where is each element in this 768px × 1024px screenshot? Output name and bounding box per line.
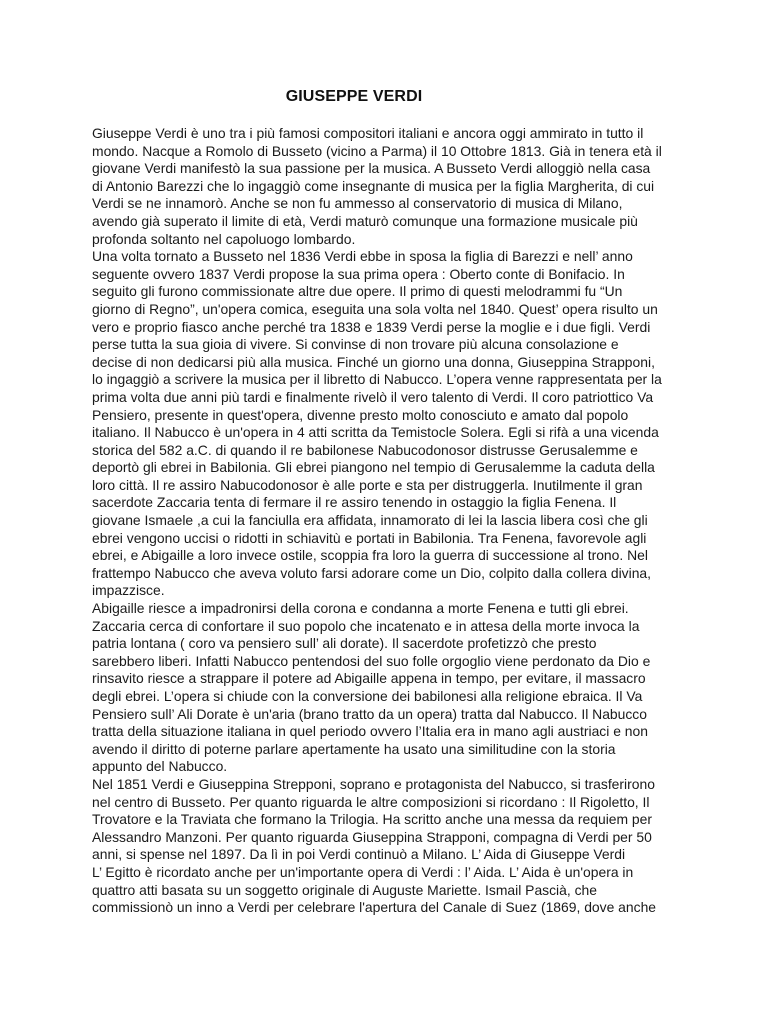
- text-line: profonda soltanto nel capoluogo lombardo.: [92, 230, 356, 247]
- text-line: anni, si spense nel 1897. Da lì in poi Verdi continuò a Milano. L’ Aida di Giuseppe Verdi: [92, 846, 626, 863]
- text-line: Zaccaria cerca di confortare il suo popolo che incatenato e in attesa della morte invoca la: [92, 617, 640, 634]
- text-line: Abigaille riesce a impadronirsi della corona e condanna a morte Fenena e tutti gli ebrei.: [92, 600, 629, 617]
- text-line: frattempo Nabucco che aveva voluto farsi adorare come un Dio, colpito dalla collera divina,: [92, 564, 652, 581]
- text-line: Nel 1851 Verdi e Giuseppina Strepponi, soprano e protagonista del Nabucco, si trasferirono: [92, 775, 655, 792]
- text-line: Pensiero, presente in quest'opera, divenne presto molto conosciuto e amato dal popolo: [92, 406, 629, 423]
- text-line: L’ Egitto è ricordato anche per un'importante opera di Verdi : l’ Aida. L’ Aida è un'opera in: [92, 863, 634, 880]
- text-line: perse tutta la sua gioia di vivere. Si convinse di non trovare più alcuna consolazione e: [92, 336, 619, 353]
- text-line: giorno di Regno”, un'opera comica, eseguita una sola volta nel 1840. Quest’ opera risulto un: [92, 300, 658, 317]
- text-line: di Antonio Barezzi che lo ingaggiò come insegnante di musica per la figlia Margherita, di cui: [92, 177, 655, 194]
- text-line: storica del 582 a.C. di quando il re babilonese Nabucodonosor distrusse Gerusalemme e: [92, 441, 638, 458]
- text-line: loro città. Il re assiro Nabucodonosor è alle porte e sta per distruggerla. Inutilmente il gran: [92, 476, 643, 493]
- text-line: quattro atti basata su un soggetto originale di Auguste Mariette. Ismail Pascià, che: [92, 881, 597, 898]
- text-line: mondo. Nacque a Romolo di Busseto (vicino a Parma) il 10 Ottobre 1813. Già in tenera età il: [92, 142, 662, 159]
- text-line: sacerdote Zaccaria tenta di fermare il re assiro tenendo in ostaggio la figlia Fenena. Il: [92, 494, 617, 511]
- text-line: impazzisce.: [92, 582, 165, 599]
- text-line: giovane Verdi manifestò la sua passione per la musica. A Busseto Verdi alloggiò nella casa: [92, 160, 651, 177]
- text-line: appunto del Nabucco.: [92, 758, 228, 775]
- text-line: tratta della situazione italiana in quel periodo ovvero l’Italia era in mano agli austriaci e non: [92, 723, 648, 740]
- document-body: [92, 125, 684, 917]
- text-line: italiano. Il Nabucco è un'opera in 4 atti scritta da Temistocle Solera. Egli si rifà a una vicenda: [92, 424, 659, 441]
- text-line: Alessandro Manzoni. Per quanto riguarda Giuseppina Strapponi, compagna di Verdi per 50: [92, 828, 652, 845]
- text-line: commissionò un inno a Verdi per celebrare l'apertura del Canale di Suez (1869, dove anche: [92, 899, 657, 916]
- text-line: decise di non dedicarsi più alla musica. Finché un giorno una donna, Giuseppina Strapponi,: [92, 353, 655, 370]
- text-line: prima volta due anni più tardi e finalmente rivelò il vero talento di Verdi. Il coro patriottico Va: [92, 388, 654, 405]
- text-line: ebrei, e Abigaille a loro invece ostile, scoppia fra loro la guerra di successione al trono. Nel: [92, 547, 648, 564]
- text-line: patria lontana ( coro va pensiero sull’ ali dorate). Il sacerdote profetizzò che presto: [92, 635, 597, 652]
- text-line: Pensiero sull’ Ali Dorate è un'aria (brano tratto da un opera) tratta dal Nabucco. Il Nabucco: [92, 705, 647, 722]
- text-line: giovane Ismaele ,a cui la fanciulla era affidata, innamorato di lei la lascia libera così che gli: [92, 512, 648, 529]
- text-line: lo ingaggiò a scrivere la musica per il libretto di Nabucco. L’opera venne rappresentata per la: [92, 371, 662, 388]
- text-line: sarebbero liberi. Infatti Nabucco pentendosi del suo folle orgoglio viene perdonato da Dio e: [92, 652, 651, 669]
- text-line: degli ebrei. L’opera si chiude con la conversione dei babilonesi alla religione ebraica. Il Va: [92, 688, 643, 704]
- text-line: vero e proprio fiasco anche perché tra 1838 e 1839 Verdi perse la moglie e i due figli. Verdi: [92, 318, 651, 335]
- text-line: Giuseppe Verdi è uno tra i più famosi compositori italiani e ancora oggi ammirato in tutto il: [92, 125, 644, 141]
- text-line: rinsavito riesce a strappare il potere ad Abigaille appena in tempo, per evitare, il massacro: [92, 670, 646, 687]
- text-line: ebrei vengono uccisi o ridotti in schiavitù e portati in Babilonia. Tra Fenena, favorevole agli: [92, 529, 647, 546]
- text-line: nel centro di Busseto. Per quanto riguarda le altre composizioni si ricordano : Il Rigoletto, Il: [92, 793, 650, 810]
- text-line: deportò gli ebrei in Babilonia. Gli ebrei piangono nel tempio di Gerusalemme la caduta della: [92, 459, 655, 476]
- text-line: avendo già superato il limite di età, Verdi maturò comunque una formazione musicale più: [92, 212, 638, 229]
- text-line: seguente ovvero 1837 Verdi propose la sua prima opera : Oberto conte di Bonifacio. In: [92, 265, 625, 282]
- text-line: Una volta tornato a Busseto nel 1836 Verdi ebbe in sposa la figlia di Barezzi e nell’ anno: [92, 248, 633, 265]
- text-line: Trovatore e la Traviata che formano la Trilogia. Ha scritto anche una messa da requiem per: [92, 811, 653, 828]
- text-line: Verdi se ne innamorò. Anche se non fu ammesso al conservatorio di musica di Milano,: [92, 195, 623, 212]
- text-line: seguito gli furono commissionate altre due opere. Il primo di questi melodrammi fu “Un: [92, 283, 623, 300]
- text-line: avendo il diritto di poterne parlare apertamente ha usato una similitudine con la storia: [92, 740, 616, 757]
- document-title: GIUSEPPE VERDI: [285, 88, 423, 105]
